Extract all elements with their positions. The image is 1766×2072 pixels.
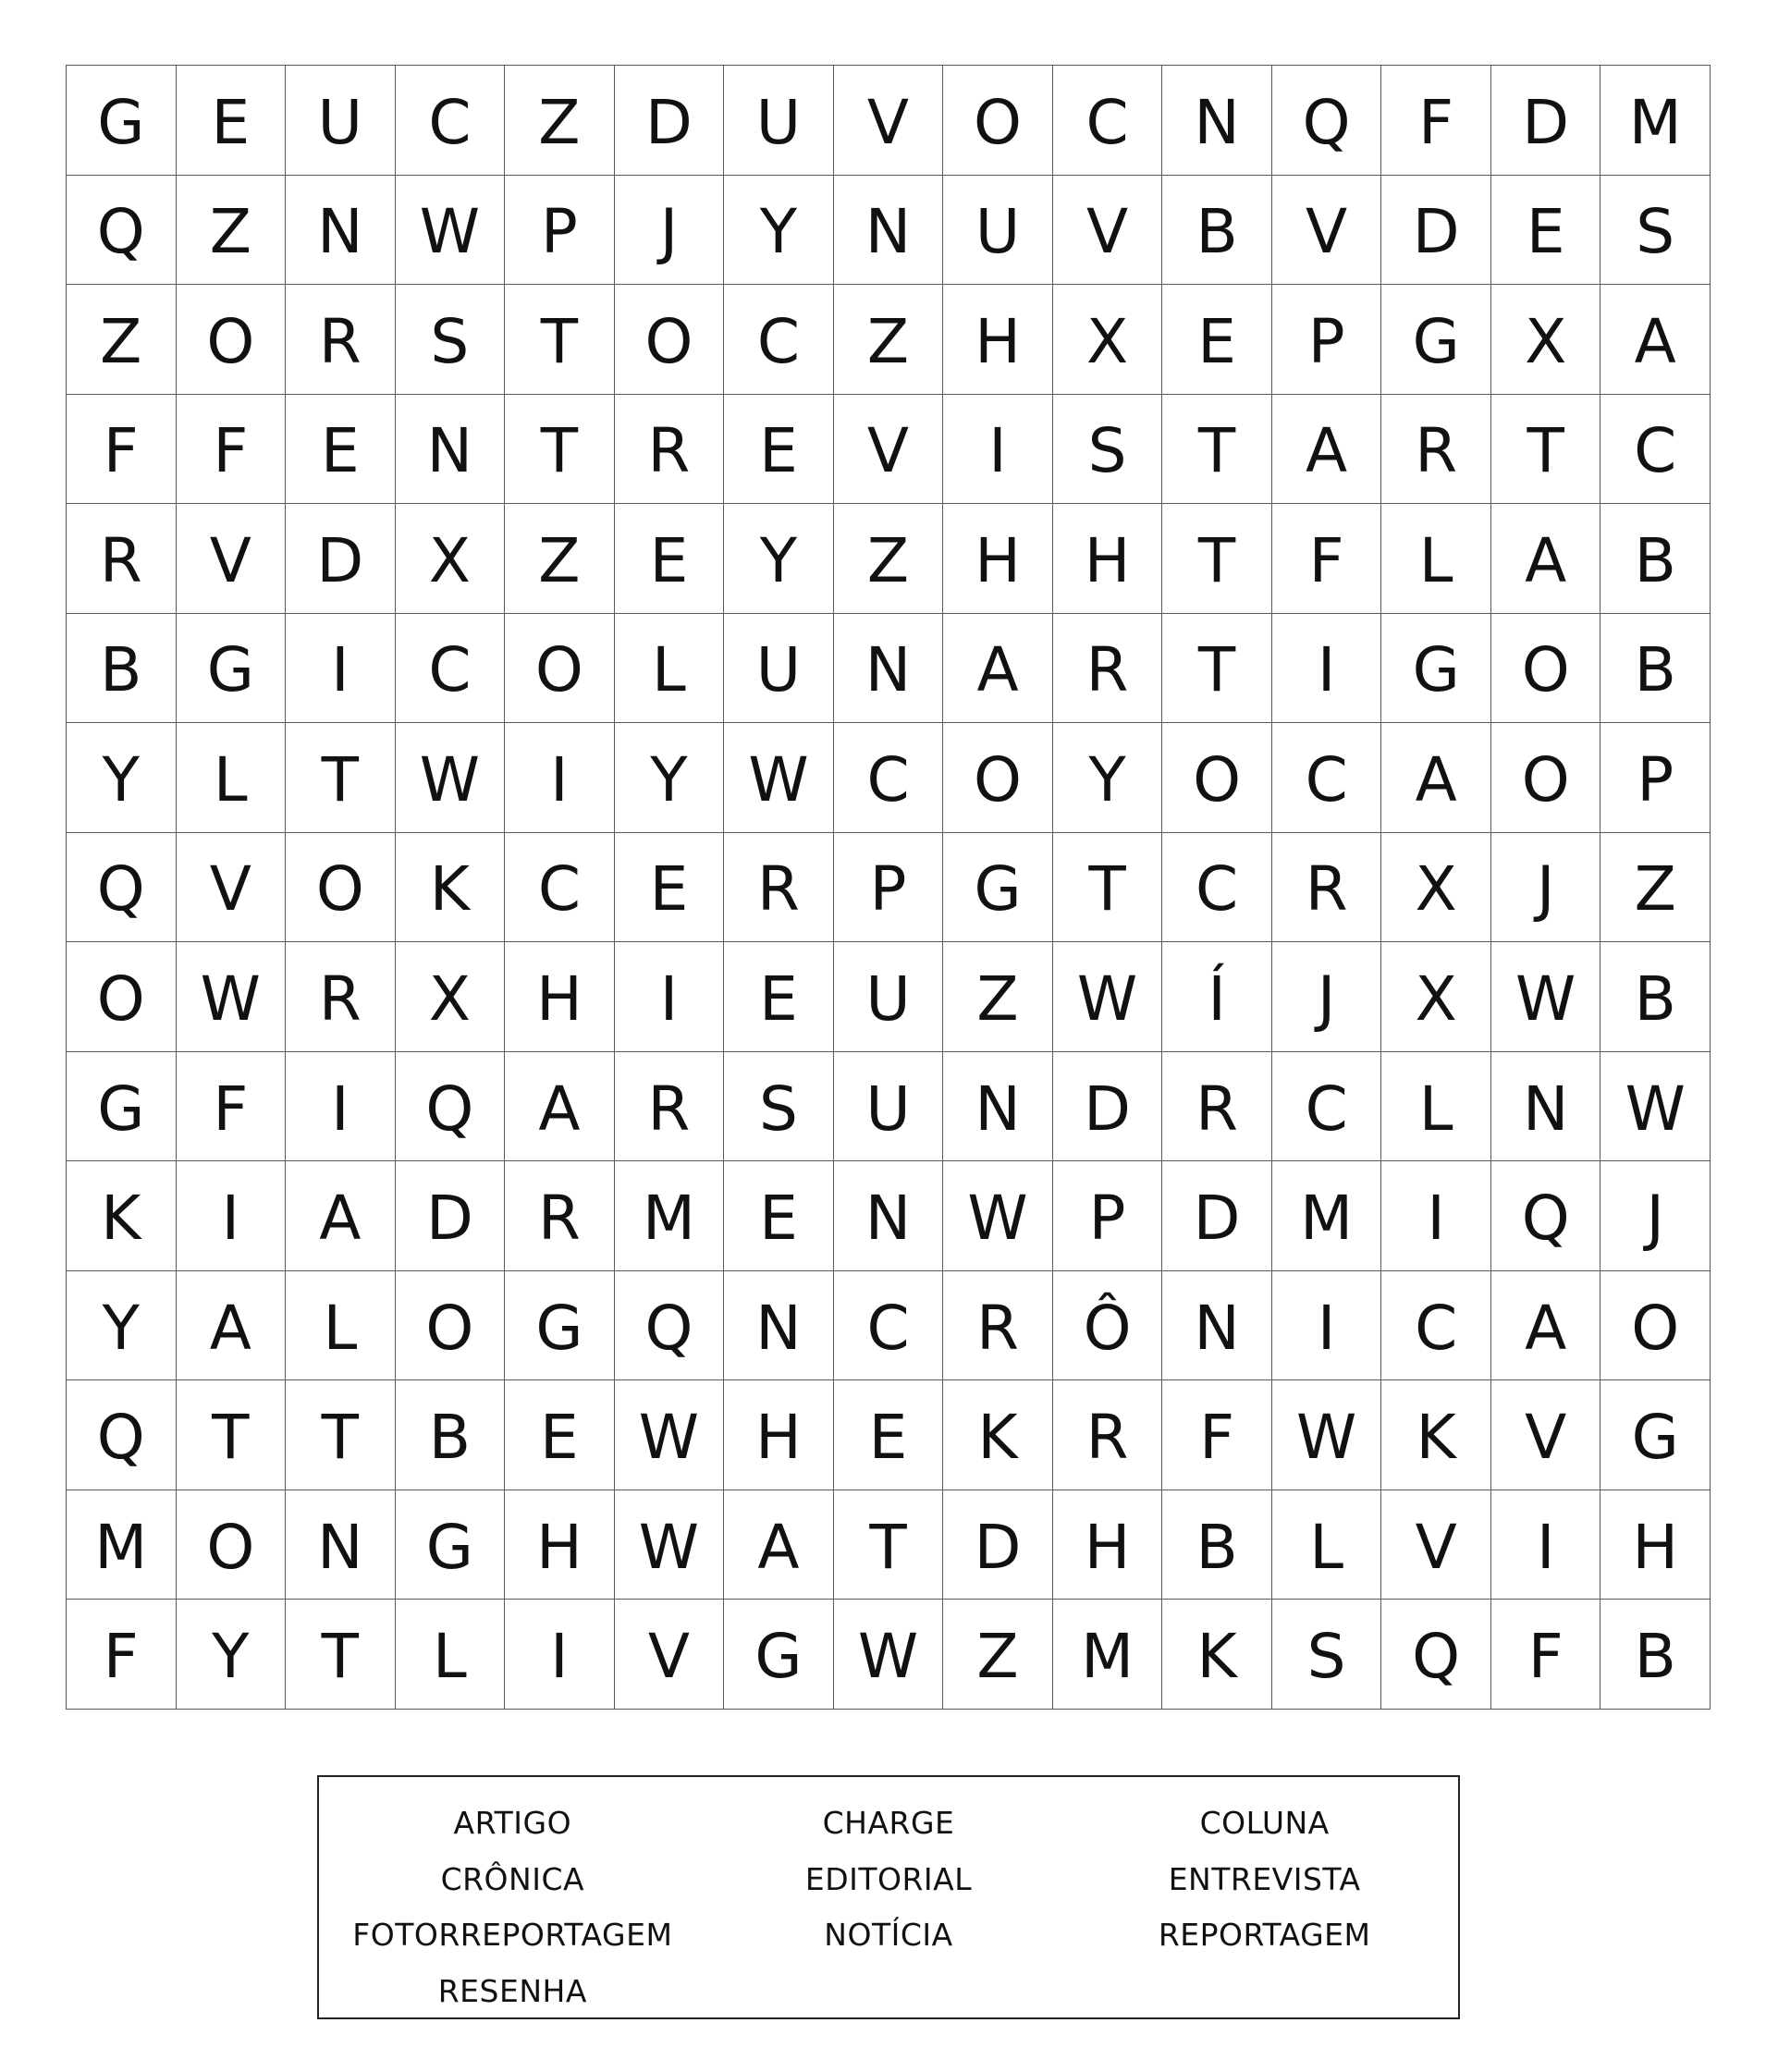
grid-cell[interactable]: R (1053, 1380, 1163, 1490)
grid-cell[interactable]: P (1272, 285, 1382, 395)
grid-cell[interactable]: G (67, 66, 177, 176)
grid-cell[interactable]: C (834, 1271, 944, 1381)
grid-cell[interactable]: L (615, 614, 725, 724)
grid-cell[interactable]: H (1053, 504, 1163, 614)
grid-cell[interactable]: D (286, 504, 396, 614)
grid-cell[interactable]: F (1272, 504, 1382, 614)
grid-cell[interactable]: I (177, 1161, 287, 1271)
grid-cell[interactable]: T (505, 285, 615, 395)
grid-cell[interactable]: C (396, 614, 506, 724)
grid-cell[interactable]: H (505, 1490, 615, 1600)
grid-cell[interactable]: U (724, 66, 834, 176)
word-list-item: COLUNA (1199, 1805, 1330, 1841)
grid-cell[interactable]: D (1162, 1161, 1272, 1271)
grid-cell[interactable]: L (177, 723, 287, 833)
grid-cell[interactable]: E (1162, 285, 1272, 395)
grid-cell[interactable]: K (1162, 1600, 1272, 1710)
word-list-item: CRÔNICA (440, 1860, 585, 1897)
word-list-item: CHARGE (822, 1805, 955, 1841)
grid-cell[interactable]: T (286, 723, 396, 833)
word-list-item: EDITORIAL (804, 1860, 973, 1897)
word-list-item: ARTIGO (453, 1805, 572, 1841)
grid-cell[interactable]: T (834, 1490, 944, 1600)
grid-cell[interactable]: E (1491, 176, 1601, 286)
grid-cell[interactable]: N (724, 1271, 834, 1381)
grid-cell[interactable]: E (286, 395, 396, 505)
grid-cell[interactable]: G (943, 833, 1053, 943)
grid-cell[interactable]: R (1272, 833, 1382, 943)
grid-cell[interactable]: L (1381, 1052, 1491, 1162)
grid-cell[interactable]: C (1272, 723, 1382, 833)
grid-cell[interactable]: N (286, 1490, 396, 1600)
grid-cell[interactable]: T (1491, 395, 1601, 505)
grid-cell[interactable]: B (396, 1380, 506, 1490)
grid-cell[interactable]: O (396, 1271, 506, 1381)
grid-cell[interactable]: M (1272, 1161, 1382, 1271)
grid-cell[interactable]: I (1272, 614, 1382, 724)
grid-cell[interactable]: L (1381, 504, 1491, 614)
grid-cell[interactable]: V (177, 833, 287, 943)
grid-cell[interactable]: M (1053, 1600, 1163, 1710)
word-list-item: FOTORREPORTAGEM (352, 1917, 673, 1953)
grid-cell[interactable]: R (724, 833, 834, 943)
grid-cell[interactable]: C (834, 723, 944, 833)
grid-cell[interactable]: R (286, 285, 396, 395)
grid-cell[interactable]: R (286, 942, 396, 1052)
grid-cell[interactable]: U (286, 66, 396, 176)
grid-cell[interactable]: H (724, 1380, 834, 1490)
grid-cell[interactable]: H (1053, 1490, 1163, 1600)
grid-cell[interactable]: V (1053, 176, 1163, 286)
grid-cell[interactable]: V (834, 395, 944, 505)
grid-cell[interactable]: Y (615, 723, 725, 833)
grid-cell[interactable]: O (1491, 723, 1601, 833)
grid-cell[interactable]: C (1272, 1052, 1382, 1162)
grid-cell[interactable]: J (1600, 1161, 1711, 1271)
grid-cell[interactable]: T (1162, 395, 1272, 505)
grid-cell[interactable]: C (1381, 1271, 1491, 1381)
grid-cell[interactable]: R (615, 1052, 725, 1162)
grid-cell[interactable]: T (505, 395, 615, 505)
grid-cell[interactable]: S (1272, 1600, 1382, 1710)
grid-cell[interactable]: C (396, 66, 506, 176)
grid-cell[interactable]: G (396, 1490, 506, 1600)
grid-cell[interactable]: G (67, 1052, 177, 1162)
grid-cell[interactable]: K (67, 1161, 177, 1271)
grid-cell[interactable]: O (943, 723, 1053, 833)
grid-cell[interactable]: V (1272, 176, 1382, 286)
grid-cell[interactable]: X (396, 942, 506, 1052)
grid-cell[interactable]: Q (615, 1271, 725, 1381)
grid-cell[interactable]: B (1600, 1600, 1711, 1710)
grid-cell[interactable]: B (1162, 176, 1272, 286)
grid-cell[interactable]: C (505, 833, 615, 943)
grid-cell[interactable]: G (1600, 1380, 1711, 1490)
grid-cell[interactable]: Z (1600, 833, 1711, 943)
grid-cell[interactable]: I (1381, 1161, 1491, 1271)
grid-cell[interactable]: A (1381, 723, 1491, 833)
grid-cell[interactable]: F (67, 395, 177, 505)
grid-cell[interactable]: M (1600, 66, 1711, 176)
grid-cell[interactable]: Q (1491, 1161, 1601, 1271)
grid-cell[interactable]: A (1491, 1271, 1601, 1381)
grid-cell[interactable]: I (1491, 1490, 1601, 1600)
grid-cell[interactable]: E (834, 1380, 944, 1490)
grid-cell[interactable]: C (724, 285, 834, 395)
grid-cell[interactable]: Q (67, 1380, 177, 1490)
grid-cell[interactable]: O (1162, 723, 1272, 833)
grid-cell[interactable]: Q (396, 1052, 506, 1162)
grid-cell[interactable]: K (396, 833, 506, 943)
grid-cell[interactable]: N (834, 176, 944, 286)
grid-cell[interactable]: Q (67, 176, 177, 286)
grid-cell[interactable]: V (1381, 1490, 1491, 1600)
grid-cell[interactable]: I (1272, 1271, 1382, 1381)
grid-cell[interactable]: N (396, 395, 506, 505)
grid-cell[interactable]: O (943, 66, 1053, 176)
grid-cell[interactable]: N (1491, 1052, 1601, 1162)
grid-cell[interactable]: R (943, 1271, 1053, 1381)
grid-cell[interactable]: D (615, 66, 725, 176)
grid-cell[interactable]: Ô (1053, 1271, 1163, 1381)
grid-cell[interactable]: Y (724, 504, 834, 614)
grid-cell[interactable]: H (943, 285, 1053, 395)
grid-cell[interactable]: L (396, 1600, 506, 1710)
grid-cell[interactable]: I (505, 723, 615, 833)
grid-cell[interactable]: N (286, 176, 396, 286)
grid-cell[interactable]: E (724, 1161, 834, 1271)
grid-cell[interactable]: K (1381, 1380, 1491, 1490)
grid-cell[interactable]: D (396, 1161, 506, 1271)
grid-cell[interactable]: R (615, 395, 725, 505)
grid-cell[interactable]: Y (724, 176, 834, 286)
grid-cell[interactable]: V (834, 66, 944, 176)
word-list-item: REPORTAGEM (1158, 1917, 1371, 1953)
grid-cell[interactable]: Z (834, 504, 944, 614)
grid-cell[interactable]: L (1272, 1490, 1382, 1600)
grid-cell[interactable]: V (1491, 1380, 1601, 1490)
grid-cell[interactable]: X (1381, 942, 1491, 1052)
grid-cell[interactable]: E (724, 942, 834, 1052)
grid-cell[interactable]: Z (177, 176, 287, 286)
grid-cell[interactable]: X (1053, 285, 1163, 395)
grid-cell[interactable]: U (834, 942, 944, 1052)
grid-cell[interactable]: H (1600, 1490, 1711, 1600)
grid-cell[interactable]: L (286, 1271, 396, 1381)
grid-cell[interactable]: T (1162, 614, 1272, 724)
grid-cell[interactable]: O (505, 614, 615, 724)
grid-cell[interactable]: J (1491, 833, 1601, 943)
grid-cell[interactable]: I (943, 395, 1053, 505)
grid-cell[interactable]: A (1600, 285, 1711, 395)
grid-cell[interactable]: E (615, 833, 725, 943)
grid-cell[interactable]: T (286, 1600, 396, 1710)
grid-cell[interactable]: U (943, 176, 1053, 286)
grid-cell[interactable]: N (834, 1161, 944, 1271)
grid-cell[interactable]: N (1162, 1271, 1272, 1381)
grid-cell[interactable]: A (943, 614, 1053, 724)
grid-cell[interactable]: A (1491, 504, 1601, 614)
grid-cell[interactable]: O (177, 285, 287, 395)
grid-cell[interactable]: W (1053, 942, 1163, 1052)
grid-cell[interactable]: S (1053, 395, 1163, 505)
grid-cell[interactable]: Y (1053, 723, 1163, 833)
grid-cell[interactable]: H (505, 942, 615, 1052)
grid-cell[interactable]: P (1600, 723, 1711, 833)
grid-cell[interactable]: F (1491, 1600, 1601, 1710)
word-list-item: NOTÍCIA (824, 1917, 953, 1953)
grid-cell[interactable]: H (943, 504, 1053, 614)
grid-cell[interactable]: W (834, 1600, 944, 1710)
grid-cell[interactable]: S (396, 285, 506, 395)
grid-cell[interactable]: W (177, 942, 287, 1052)
grid-cell[interactable]: Z (834, 285, 944, 395)
grid-cell[interactable]: I (286, 614, 396, 724)
grid-cell[interactable]: A (177, 1271, 287, 1381)
grid-cell[interactable]: V (177, 504, 287, 614)
grid-cell[interactable]: T (1162, 504, 1272, 614)
grid-cell[interactable]: C (1162, 833, 1272, 943)
grid-cell[interactable]: U (834, 1052, 944, 1162)
grid-cell[interactable]: F (67, 1600, 177, 1710)
grid-cell[interactable]: P (505, 176, 615, 286)
grid-cell[interactable]: N (943, 1052, 1053, 1162)
grid-cell[interactable]: Y (67, 723, 177, 833)
grid-cell[interactable]: W (396, 723, 506, 833)
grid-cell[interactable]: I (505, 1600, 615, 1710)
word-list-item: ENTREVISTA (1168, 1860, 1361, 1897)
grid-cell[interactable]: O (615, 285, 725, 395)
grid-cell[interactable]: R (1162, 1052, 1272, 1162)
grid-cell[interactable]: X (1381, 833, 1491, 943)
grid-cell[interactable]: B (67, 614, 177, 724)
grid-cell[interactable]: G (724, 1600, 834, 1710)
grid-cell[interactable]: W (1600, 1052, 1711, 1162)
grid-cell[interactable]: W (1272, 1380, 1382, 1490)
grid-cell[interactable]: Í (1162, 942, 1272, 1052)
grid-cell[interactable]: G (177, 614, 287, 724)
grid-cell[interactable]: E (724, 395, 834, 505)
word-list (319, 1796, 1458, 2019)
grid-cell[interactable]: B (1162, 1490, 1272, 1600)
grid-cell[interactable]: A (724, 1490, 834, 1600)
grid-cell[interactable]: Q (67, 833, 177, 943)
grid-cell[interactable]: A (286, 1161, 396, 1271)
grid-cell[interactable]: F (177, 395, 287, 505)
grid-cell[interactable]: B (1600, 942, 1711, 1052)
grid-cell[interactable]: E (505, 1380, 615, 1490)
grid-cell[interactable]: T (177, 1380, 287, 1490)
grid-cell[interactable]: P (834, 833, 944, 943)
grid-cell[interactable]: C (1053, 66, 1163, 176)
grid-cell[interactable]: O (1600, 1271, 1711, 1381)
word-list-item: RESENHA (437, 1972, 587, 2009)
grid-cell[interactable]: P (1053, 1161, 1163, 1271)
grid-cell[interactable]: S (724, 1052, 834, 1162)
grid-cell[interactable]: Z (505, 66, 615, 176)
grid-cell[interactable]: B (1600, 504, 1711, 614)
grid-cell[interactable]: X (1491, 285, 1601, 395)
grid-cell[interactable]: J (1272, 942, 1382, 1052)
grid-cell[interactable]: Z (943, 942, 1053, 1052)
grid-cell[interactable]: O (67, 942, 177, 1052)
grid-cell[interactable]: O (177, 1490, 287, 1600)
grid-cell[interactable]: I (286, 1052, 396, 1162)
grid-cell[interactable]: R (67, 504, 177, 614)
grid-cell[interactable]: D (1381, 176, 1491, 286)
grid-cell[interactable]: D (943, 1490, 1053, 1600)
grid-cell[interactable]: I (615, 942, 725, 1052)
grid-cell[interactable]: Z (67, 285, 177, 395)
grid-cell[interactable]: T (1053, 833, 1163, 943)
grid-cell[interactable]: Y (67, 1271, 177, 1381)
grid-cell[interactable]: F (177, 1052, 287, 1162)
grid-cell[interactable]: X (396, 504, 506, 614)
grid-cell[interactable]: Z (505, 504, 615, 614)
grid-cell[interactable]: R (1381, 395, 1491, 505)
grid-cell[interactable]: F (1381, 66, 1491, 176)
grid-cell[interactable]: N (834, 614, 944, 724)
grid-cell[interactable]: A (1272, 395, 1382, 505)
grid-cell[interactable]: E (177, 66, 287, 176)
grid-cell[interactable]: C (1600, 395, 1711, 505)
grid-cell[interactable]: N (1162, 66, 1272, 176)
grid-cell[interactable]: Z (943, 1600, 1053, 1710)
grid-cell[interactable]: Y (177, 1600, 287, 1710)
grid-cell[interactable]: U (724, 614, 834, 724)
grid-cell[interactable]: R (1053, 614, 1163, 724)
grid-cell[interactable]: D (1053, 1052, 1163, 1162)
grid-cell[interactable]: O (286, 833, 396, 943)
grid-cell[interactable]: Q (1381, 1600, 1491, 1710)
grid-cell[interactable]: A (505, 1052, 615, 1162)
grid-cell[interactable]: O (1491, 614, 1601, 724)
grid-cell[interactable]: S (1600, 176, 1711, 286)
word-list-box (317, 1775, 1460, 2019)
grid-cell[interactable]: W (615, 1380, 725, 1490)
grid-cell[interactable]: W (1491, 942, 1601, 1052)
grid-cell[interactable]: W (943, 1161, 1053, 1271)
grid-cell[interactable]: F (1162, 1380, 1272, 1490)
grid-cell[interactable]: G (505, 1271, 615, 1381)
grid-cell[interactable]: W (396, 176, 506, 286)
grid-cell[interactable]: D (1491, 66, 1601, 176)
grid-cell[interactable]: G (1381, 614, 1491, 724)
grid-cell[interactable]: J (615, 176, 725, 286)
grid-cell[interactable]: T (286, 1380, 396, 1490)
grid-cell[interactable]: B (1600, 614, 1711, 724)
grid-cell[interactable]: V (615, 1600, 725, 1710)
grid-cell[interactable]: K (943, 1380, 1053, 1490)
word-search-grid (66, 65, 1711, 1710)
grid-cell[interactable]: E (615, 504, 725, 614)
grid-cell[interactable]: M (67, 1490, 177, 1600)
grid-cell[interactable]: W (615, 1490, 725, 1600)
grid-cell[interactable]: W (724, 723, 834, 833)
grid-cell[interactable]: R (505, 1161, 615, 1271)
grid-cell[interactable]: Q (1272, 66, 1382, 176)
grid-cell[interactable]: G (1381, 285, 1491, 395)
grid-cell[interactable]: M (615, 1161, 725, 1271)
